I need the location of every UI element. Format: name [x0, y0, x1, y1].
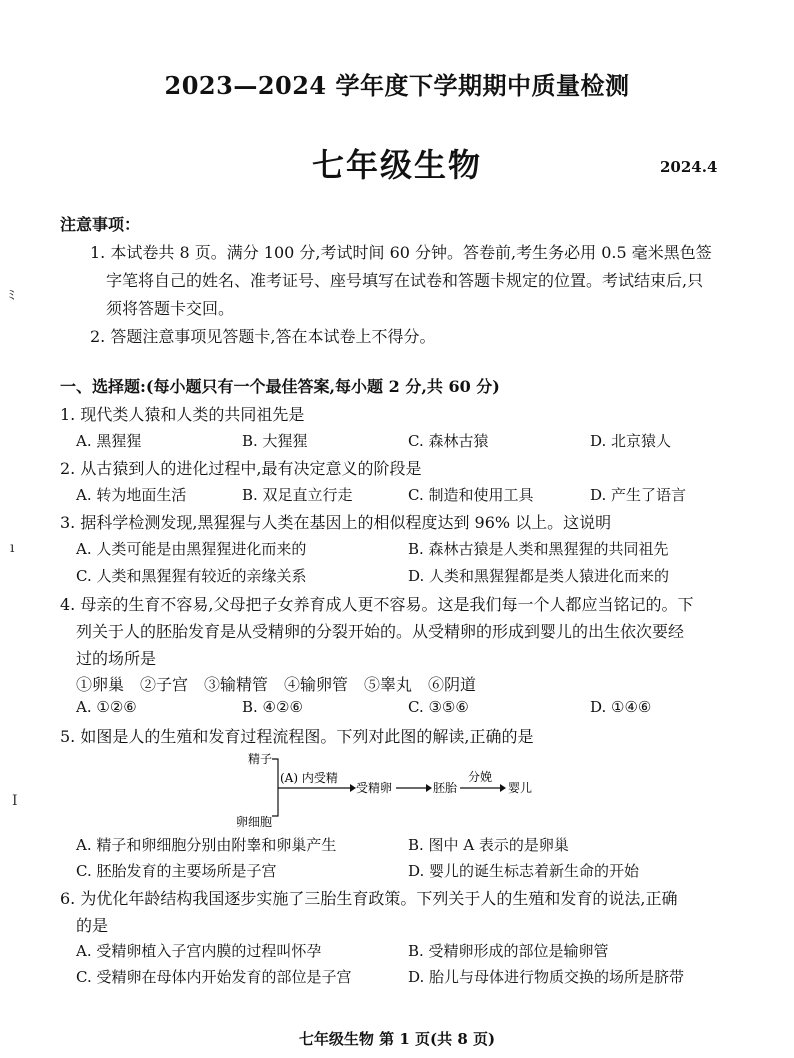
- binding-mark: ﾐ: [8, 288, 15, 304]
- section-heading: 一、选择题:(每小题只有一个最佳答案,每小题 2 分,共 60 分): [60, 377, 500, 396]
- option-a: A. 黑猩猩: [76, 432, 142, 450]
- page-footer: 七年级生物 第 1 页(共 8 页): [298, 1030, 496, 1048]
- subject-title: 七年级生物: [311, 146, 482, 184]
- option-d: D. 北京猿人: [590, 432, 672, 450]
- question-stem: 过的场所是: [76, 649, 157, 668]
- option-d: D. 胎儿与母体进行物质交换的场所是脐带: [408, 968, 685, 986]
- reproduction-flow-diagram: [228, 750, 548, 828]
- option-d: D. 产生了语言: [590, 486, 687, 504]
- zygote-label: 受精卵: [356, 781, 393, 795]
- option-a: A. 人类可能是由黑猩猩进化而来的: [76, 540, 307, 558]
- option-a: A. 受精卵植入子宫内膜的过程叫怀孕: [76, 942, 322, 960]
- embryo-label: 胚胎: [433, 781, 458, 795]
- question-stem: 5. 如图是人的生殖和发育过程流程图。下列对此图的解读,正确的是: [60, 727, 534, 746]
- sperm-label: 精子: [248, 752, 273, 766]
- option-c: C. 胚胎发育的主要场所是子宫: [76, 862, 277, 880]
- notice-heading: 注意事项：: [60, 215, 141, 234]
- notice-line: 1. 本试卷共 8 页。满分 100 分,考试时间 60 分钟。答卷前,考生务必用 0.5 毫米黑色签: [90, 243, 712, 262]
- option-b: B. 森林古猿是人类和黑猩猩的共同祖先: [408, 540, 669, 558]
- option-b: B. ④②⑥: [242, 698, 303, 716]
- option-b: B. 受精卵形成的部位是输卵管: [408, 942, 609, 960]
- option-c: C. 人类和黑猩猩有较近的亲缘关系: [76, 567, 307, 585]
- binding-mark: I: [12, 793, 18, 809]
- exam-title: 2023—2024 学年度下学期期中质量检测: [164, 71, 630, 100]
- fertilization-label: (A) 内受精: [280, 771, 338, 785]
- binding-mark: ı: [10, 540, 15, 556]
- option-d: D. ①④⑥: [590, 698, 652, 716]
- option-a: A. 精子和卵细胞分别由附睾和卵巢产生: [76, 836, 337, 854]
- question-items: ①卵巢 ②子宫 ③输精管 ④输卵管 ⑤睾丸 ⑥阴道: [76, 675, 477, 694]
- question-stem: 4. 母亲的生育不容易,父母把子女养育成人更不容易。这是我们每一个人都应当铭记的。下: [60, 595, 694, 614]
- option-c: C. 森林古猿: [408, 432, 489, 450]
- bracket-line: [272, 759, 278, 816]
- arrow-head: [500, 784, 506, 792]
- question-stem: 列关于人的胚胎发育是从受精卵的分裂开始的。从受精卵的形成到婴儿的出生依次要经: [76, 622, 685, 641]
- option-a: A. 转为地面生活: [76, 486, 187, 504]
- question-stem: 6. 为优化年龄结构我国逐步实施了三胎生育政策。下列关于人的生殖和发育的说法,正确: [60, 889, 678, 908]
- option-d: D. 人类和黑猩猩都是类人猿进化而来的: [408, 567, 670, 585]
- notice-line: 字笔将自己的姓名、准考证号、座号填写在试卷和答题卡规定的位置。考试结束后,只: [106, 271, 704, 290]
- notice-line: 须将答题卡交回。: [106, 299, 235, 318]
- question-stem: 3. 据科学检测发现,黑猩猩与人类在基因上的相似程度达到 96% 以上。这说明: [60, 513, 612, 532]
- option-c: C. 制造和使用工具: [408, 486, 534, 504]
- baby-label: 婴儿: [508, 781, 533, 795]
- arrow-head: [426, 784, 432, 792]
- delivery-label: 分娩: [468, 770, 493, 784]
- option-b: B. 大猩猩: [242, 432, 308, 450]
- notice-line: 2. 答题注意事项见答题卡,答在本试卷上不得分。: [90, 327, 436, 346]
- option-b: B. 双足直立行走: [242, 486, 353, 504]
- option-d: D. 婴儿的诞生标志着新生命的开始: [408, 862, 640, 880]
- option-a: A. ①②⑥: [76, 698, 137, 716]
- question-stem: 2. 从古猿到人的进化过程中,最有决定意义的阶段是: [60, 459, 422, 478]
- question-stem: 的是: [76, 916, 109, 935]
- option-c: C. ③⑤⑥: [408, 698, 469, 716]
- egg-label: 卵细胞: [236, 815, 273, 828]
- exam-date: 2024.4: [660, 158, 718, 176]
- option-c: C. 受精卵在母体内开始发育的部位是子宫: [76, 968, 352, 986]
- question-stem: 1. 现代类人猿和人类的共同祖先是: [60, 405, 305, 424]
- option-b: B. 图中 A 表示的是卵巢: [408, 836, 569, 854]
